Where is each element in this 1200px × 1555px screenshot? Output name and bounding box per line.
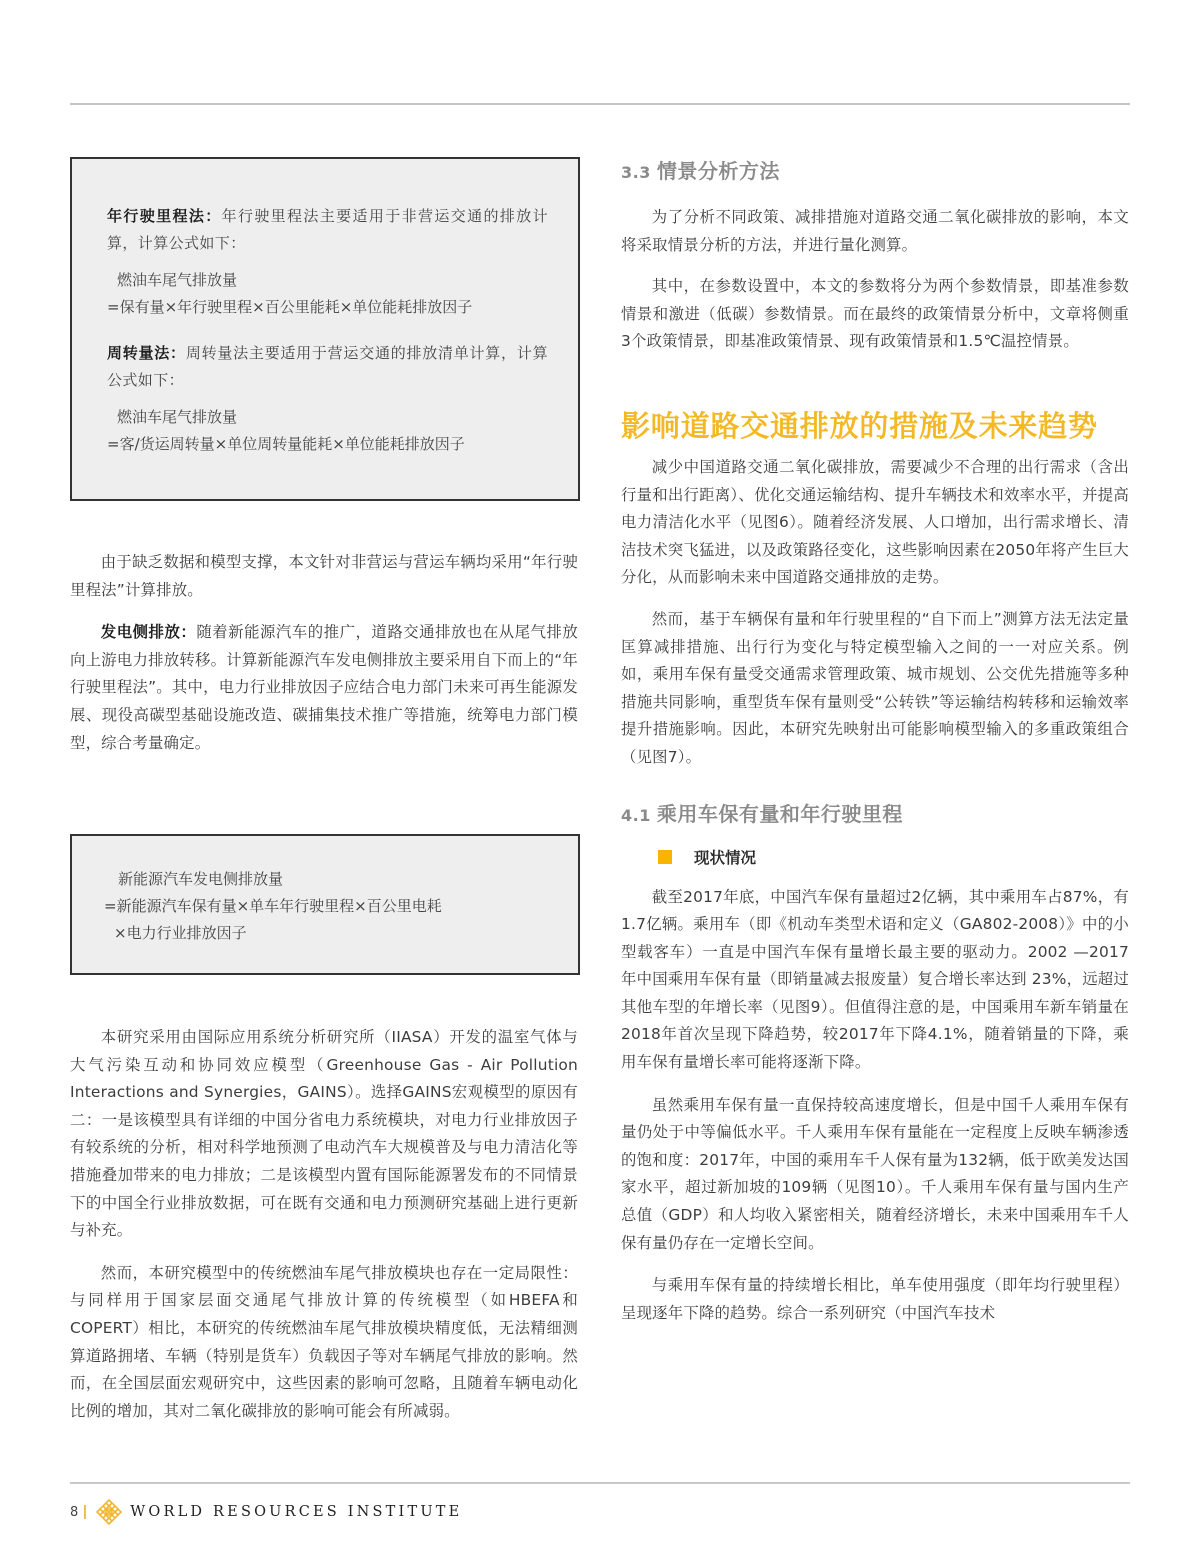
nev-formula-line-1: 新能源汽车发电侧排放量: [118, 870, 284, 888]
header-divider: [70, 103, 1130, 105]
formula-2-line-1: 燃油车尾气排放量: [117, 408, 238, 426]
formula-2-line-2: =客/货运周转量×单位周转量能耗×单位能耗排放因子: [107, 435, 465, 453]
section-4-1-heading: 4.1 乘用车保有量和年行驶里程: [621, 801, 903, 826]
paragraph-vehicle-ownership-status: 截至2017年底，中国汽车保有量超过2亿辆，其中乘用车占87%，有1.7亿辆。乘用车（即《机动车类型术语和定义（GA802-2008）》中的小型载客车）一直是中国汽车保有量增长最主要的驱动力。2002 —2017 年中国乘用车保有量（即销量减去报废量）复合增长率达到 23%，远超过其他车型的年增长率（见图9）。但值得注意的是，中国乘用车新车销量在2018年首次呈现下降趋势，较2017年下降4.1%，随着销量的下降，乘用车保有量增长率可能将逐渐下降。: [621, 887, 1129, 1072]
paragraph-gains-model: 本研究采用由国际应用系统分析研究所（IIASA）开发的温室气体与大气污染互动和协同效应模型（Greenhouse Gas - Air Pollution Interactions and Synergies，GAINS）。选择GAINS宏观模型的原因有二：一是该模型具有详细的中国分省电力系统模块，对电力行业排放因子有较系统的分析，相对科学地预测了电动汽车大规模普及与电力清洁化等措施叠加带来的电力排放；二是该模型内置有国际能源署发布的不同情景下的中国全行业排放数据，可在既有交通和电力预测研究基础上进行更新与补充。: [70, 1028, 578, 1240]
method-annual-mileage: 年行驶里程法：年行驶里程法主要适用于非营运交通的排放计算，计算公式如下：: [107, 207, 548, 252]
chapter-heading: 影响道路交通排放的措施及未来趋势: [621, 408, 1098, 443]
paragraph-per-thousand-ownership: 虽然乘用车保有量一直保持较高速度增长，但是中国千人乘用车保有量仍处于中等偏低水平。千人乘用车保有量能在一定程度上反映车辆渗透的饱和度：2017年，中国的乘用车千人保有量为132辆，低于欧美发达国家水平，超过新加坡的109辆（见图10）。千人乘用车保有量与国内生产总值（GDP）和人均收入紧密相关，随着经济增长，未来中国乘用车千人保有量仍存在一定增长空间。: [621, 1095, 1129, 1252]
paragraph-emission-reduction: 减少中国道路交通二氧化碳排放，需要减少不合理的出行需求（含出行量和出行距离）、优化交通运输结构、提升车辆技术和效率水平，并提高电力清洁化水平（见图6）。随着经济发展、人口增加，出行需求增长、清洁技术突飞猛进，以及政策路径变化，这些影响因素在2050年将产生巨大分化，从而影响未来中国道路交通排放的走势。: [621, 457, 1129, 587]
footer-separator: [84, 1505, 86, 1519]
method-turnover: 周转量法：周转量法主要适用于营运交通的排放清单计算，计算公式如下：: [107, 344, 548, 389]
nev-formula-line-3: ×电力行业排放因子: [114, 924, 247, 942]
section-3-3-heading: 3.3 情景分析方法: [621, 159, 780, 183]
paragraph-method-choice: 由于缺乏数据和模型支撑，本文针对非营运与营运车辆均采用“年行驶里程法”计算排放。: [70, 553, 578, 599]
formula-box-nev: [70, 834, 580, 975]
left-column-text-2: [70, 1024, 578, 1425]
organization-name: WORLD RESOURCES INSTITUTE: [130, 1504, 463, 1520]
formula-box-fuel-vehicle: [70, 157, 580, 501]
method-annual-mileage-lead: 年行驶里程法：: [107, 207, 222, 225]
left-column-text-1: [70, 549, 578, 757]
paragraph-scenario-parameters: 其中，在参数设置中，本文的参数将分为两个参数情景，即基准参数情景和激进（低碳）参数情景。而在最终的政策情景分析中，文章将侧重3个政策情景，即基准政策情景、现有政策情景和1.5℃温控情景。: [621, 277, 1129, 351]
paragraph-power-side-emission: 发电侧排放：随着新能源汽车的推广，道路交通排放也在从尾气排放向上游电力排放转移。计算新能源汽车发电侧排放主要采用自下而上的“年行驶里程法”。其中，电力行业排放因子应结合电力部门未来可再生能源发展、现役高碳型基础设施改造、碳捕集技术推广等措施，统筹电力部门模型，综合考量确定。: [70, 623, 578, 752]
wri-logo-icon: [96, 1499, 122, 1525]
footer-divider: [70, 1482, 1130, 1484]
subheading-current-status: 现状情况: [621, 846, 1129, 868]
nev-formula-line-2: =新能源汽车保有量×单车年行驶里程×百公里电耗: [104, 897, 442, 915]
formula-1-line-1: 燃油车尾气排放量: [117, 271, 238, 289]
paragraph-model-limitations: 然而，本研究模型中的传统燃油车尾气排放模块也存在一定局限性：与同样用于国家层面交通尾气排放计算的传统模型（如HBEFA和COPERT）相比，本研究的传统燃油车尾气排放模块精度低，无法精细测算道路拥堵、车辆（特别是货车）负载因子等对车辆尾气排放的影响。然而，在全国层面宏观研究中，这些因素的影响可忽略，且随着车辆电动化比例的增加，其对二氧化碳排放的影响可能会有所减弱。: [70, 1263, 578, 1420]
formula-1-line-2: =保有量×年行驶里程×百公里能耗×单位能耗排放因子: [107, 298, 473, 316]
square-bullet-icon: [658, 850, 672, 864]
paragraph-scenario-purpose: 为了分析不同政策、减排措施对道路交通二氧化碳排放的影响，本文将采取情景分析的方法，并进行量化测算。: [621, 208, 1129, 254]
page-number: 8: [70, 1504, 79, 1520]
right-column: [621, 157, 1129, 1327]
method-turnover-lead: 周转量法：: [107, 344, 186, 362]
paragraph-bottom-up-limits: 然而，基于车辆保有量和年行驶里程的“自下而上”测算方法无法定量匡算减排措施、出行行为变化与特定模型输入之间的一一对应关系。例如，乘用车保有量受交通需求管理政策、城市规划、公交优先措施等多种措施共同影响，重型货车保有量则受“公转铁”等运输结构转移和运输效率提升措施影响。因此，本研究先映射出可能影响模型输入的多重政策组合（见图7）。: [621, 609, 1129, 766]
paragraph-annual-mileage-trend: 与乘用车保有量的持续增长相比，单车使用强度（即年均行驶里程）呈现逐年下降的趋势。综合一系列研究（中国汽车技术: [621, 1276, 1129, 1322]
page-footer: [70, 1500, 462, 1524]
power-side-emission-lead: 发电侧排放：: [100, 623, 197, 642]
